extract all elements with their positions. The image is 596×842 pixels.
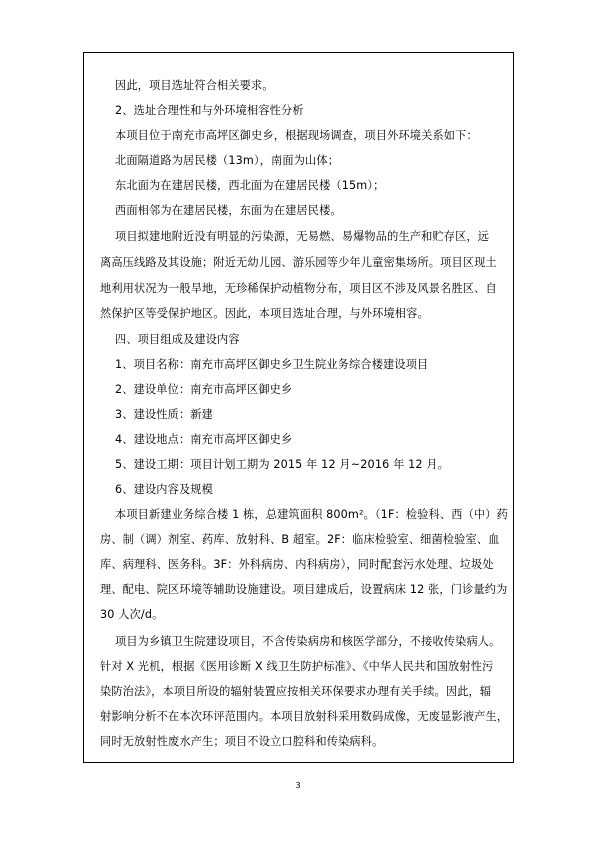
text-line: 本项目位于南充市高坪区御史乡，根据现场调查，项目外环境关系如下： (115, 129, 478, 142)
text-line: 离高压线路及其设施；附近无幼儿园、游乐园等少年儿童密集场所。项目区现土 (100, 256, 497, 269)
text-line: 同时无放射性废水产生；项目不设立口腔科和传染病科。 (100, 735, 384, 748)
text-line: 房、制（调）剂室、药库、放射科、B 超室。2F：临床检验室、细菌检验室、血 (100, 533, 500, 546)
text-line: 本项目新建业务综合楼 1 栋，总建筑面积 800m²。（1F：检验科、西（中）药 (115, 508, 508, 521)
text-line: 2、选址合理性和与外环境相容性分析 (115, 104, 304, 117)
text-line: 2、建设单位：南充市高坪区御史乡 (115, 383, 293, 396)
text-line: 射影响分析不在本次环评范围内。本项目放射科采用数码成像，无废显影液产生， (100, 710, 509, 723)
text-line: 项目为乡镇卫生院建设项目，不含传染病房和核医学部分，不接收传染病人。 (115, 635, 501, 648)
text-line: 西面相邻为在建居民楼，东面为在建居民楼。 (115, 204, 342, 217)
text-line: 染防治法》，本项目所设的辐射装置应按相关环保要求办理有关手续。因此，辐 (100, 685, 492, 698)
text-line: 东北面为在建居民楼，西北面为在建居民楼（15m）； (115, 179, 385, 192)
text-line: 然保护区等受保护地区。因此，本项目选址合理，与外环境相容。 (100, 307, 429, 320)
text-line: 理、配电、院区环境等辅助设施建设。项目建成后，设置病床 12 张，门诊量约为 (100, 583, 508, 596)
text-line: 30 人次/d。 (100, 608, 164, 621)
text-line: 1、项目名称：南充市高坪区御史乡卫生院业务综合楼建设项目 (115, 358, 429, 371)
page-number: 3 (295, 781, 301, 790)
text-line: 北面隔道路为居民楼（13m），南面为山体； (115, 154, 340, 167)
text-line: 项目拟建地附近没有明显的污染源，无易燃、易爆物品的生产和贮存区，远 (115, 230, 490, 243)
text-line: 3、建设性质：新建 (115, 408, 213, 421)
section-heading: 四、项目组成及建设内容 (115, 333, 240, 346)
text-line: 针对 X 光机，根据《医用诊断 X 线卫生防护标准》、《中华人民共和国放射性污 (100, 660, 494, 673)
text-line: 因此，项目选址符合相关要求。 (115, 79, 274, 92)
text-line: 5、建设工期：项目计划工期为 2015 年 12 月~2016 年 12 月。 (115, 458, 450, 471)
text-line: 库、病理科、医务科。3F：外科病房、内科病房），同时配套污水处理、垃圾处 (100, 558, 494, 571)
text-line: 4、建设地点：南充市高坪区御史乡 (115, 433, 293, 446)
text-line: 6、建设内容及规模 (115, 483, 213, 496)
text-line: 地利用状况为一般旱地，无珍稀保护动植物分布，项目区不涉及风景名胜区、自 (100, 282, 497, 295)
